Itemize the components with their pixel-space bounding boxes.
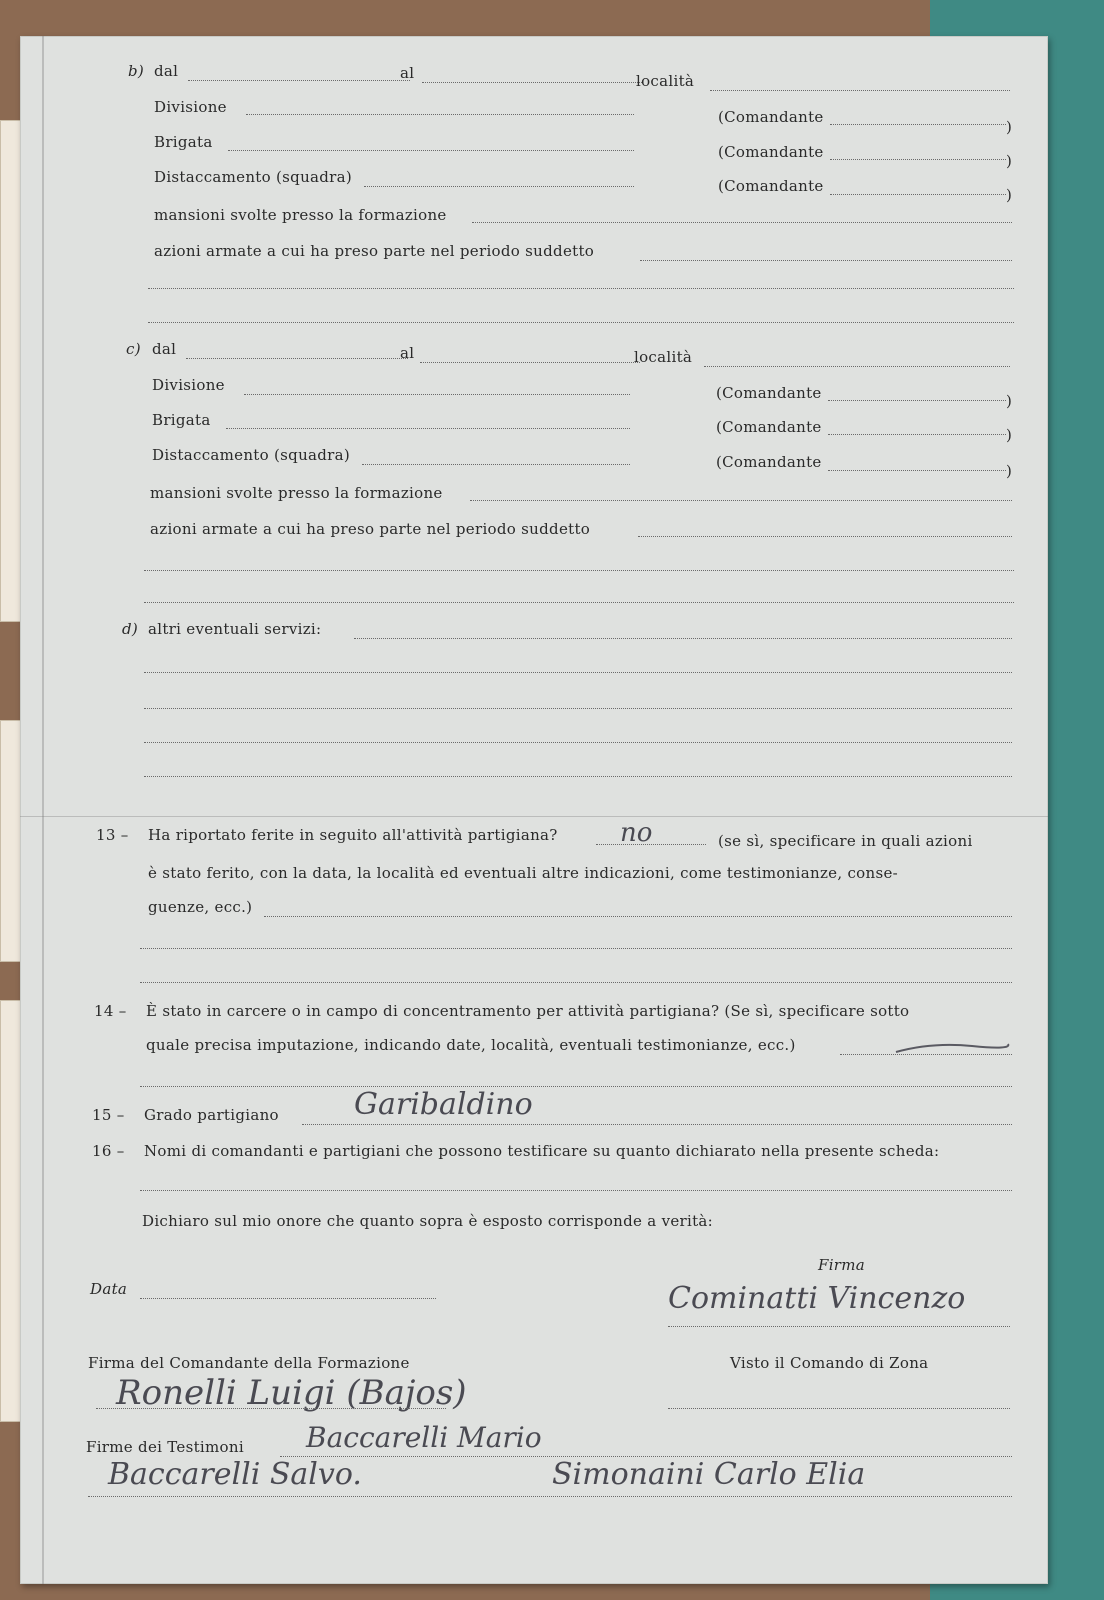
comandante-field[interactable] [828,470,1006,471]
comandante-label: (Comandante [718,143,824,161]
divisione-label: Divisione [154,98,227,116]
testimoni-label: Firme dei Testimoni [86,1438,244,1456]
folder-tab [0,720,22,962]
handwritten-answer: no [620,818,653,848]
comandante-field[interactable] [830,124,1006,125]
signature: Simonaini Carlo Elia [552,1457,866,1492]
dal-field[interactable] [186,358,408,359]
al-field[interactable] [420,362,640,363]
blank-line[interactable] [144,708,1012,709]
question-text: Ha riportato ferite in seguito all'attività partigiana? [148,826,558,844]
visto-comando-label: Visto il Comando di Zona [730,1354,929,1372]
paren-close: ) [1006,186,1012,204]
question-text: è stato ferito, con la data, la località ed eventuali altre indicazioni, come testimonianze, conse- [148,864,898,882]
localita-field[interactable] [704,366,1010,367]
altri-servizi-field[interactable] [354,638,1012,639]
azioni-label: azioni armate a cui ha preso parte nel periodo suddetto [154,242,595,260]
answer-field[interactable] [264,916,1012,917]
signature: Ronelli Luigi (Bajos) [116,1373,467,1413]
firma-field[interactable] [668,1326,1010,1327]
blank-line[interactable] [144,672,1012,673]
grado-label: Grado partigiano [144,1106,279,1124]
blank-line[interactable] [144,742,1012,743]
blank-line[interactable] [148,288,1014,289]
distaccamento-field[interactable] [364,186,634,187]
question-number: 13 – [96,826,129,844]
declaration-text: Dichiaro sul mio onore che quanto sopra è esposto corrisponde a verità: [142,1212,714,1230]
form-sheet [20,36,1048,1584]
dal-label: dal [152,340,177,358]
brigata-label: Brigata [152,411,211,429]
question-text: quale precisa imputazione, indicando date, località, eventuali testimonianze, ecc.) [146,1036,796,1054]
data-label: Data [90,1280,128,1298]
question-number: 15 – [92,1106,125,1124]
al-label: al [400,344,415,362]
divisione-field[interactable] [244,394,630,395]
section-label: b) [128,62,145,80]
paren-close: ) [1006,152,1012,170]
blank-line[interactable] [140,948,1012,949]
dal-field[interactable] [188,80,410,81]
comandante-field[interactable] [828,400,1006,401]
visto-field[interactable] [668,1408,1010,1409]
fold-line [20,816,1048,817]
blank-line[interactable] [144,602,1014,603]
paren-close: ) [1006,392,1012,410]
divisione-label: Divisione [152,376,225,394]
comandante-signature-field[interactable] [96,1408,446,1409]
blank-line[interactable] [144,776,1012,777]
folder-tab [0,1000,22,1422]
distaccamento-label: Distaccamento (squadra) [154,168,353,186]
blank-line[interactable] [140,982,1012,983]
comandante-label: (Comandante [716,418,822,436]
comandante-label: (Comandante [718,177,824,195]
question-text: È stato in carcere o in campo di concentramento per attività partigiana? (Se sì, specificare sotto [146,1002,910,1020]
paren-close: ) [1006,462,1012,480]
altri-servizi-label: altri eventuali servizi: [148,620,322,638]
section-label: c) [126,340,141,358]
azioni-field[interactable] [640,260,1012,261]
comandante-field[interactable] [830,194,1006,195]
azioni-field[interactable] [638,536,1012,537]
divisione-field[interactable] [246,114,634,115]
blank-line[interactable] [148,322,1014,323]
signature: Baccarelli Salvo. [108,1457,362,1492]
signature: Baccarelli Mario [306,1421,542,1454]
section-label: d) [122,620,139,638]
distaccamento-field[interactable] [362,464,630,465]
question-text: guenze, ecc.) [148,898,253,916]
data-field[interactable] [140,1298,436,1299]
comandante-field[interactable] [830,159,1006,160]
al-label: al [400,64,415,82]
firma-label: Firma [818,1256,866,1274]
folder-tab [0,120,22,622]
al-field[interactable] [422,82,642,83]
localita-label: località [636,72,695,90]
firma-comandante-label: Firma del Comandante della Formazione [88,1354,410,1372]
handwritten-answer: Garibaldino [354,1087,533,1122]
brigata-label: Brigata [154,133,213,151]
localita-label: località [634,348,693,366]
comandante-label: (Comandante [716,453,822,471]
comandante-label: (Comandante [718,108,824,126]
question-text: (se sì, specificare in quali azioni [718,832,973,850]
fold-line [42,36,44,1584]
comandante-label: (Comandante [716,384,822,402]
pen-stroke [892,1036,1012,1060]
brigata-field[interactable] [228,150,634,151]
mansioni-label: mansioni svolte presso la formazione [154,206,447,224]
mansioni-field[interactable] [472,222,1012,223]
brigata-field[interactable] [226,428,630,429]
grado-field[interactable] [302,1124,1012,1125]
question-number: 14 – [94,1002,127,1020]
distaccamento-label: Distaccamento (squadra) [152,446,351,464]
paren-close: ) [1006,426,1012,444]
mansioni-label: mansioni svolte presso la formazione [150,484,443,502]
paren-close: ) [1006,118,1012,136]
question-text: Nomi di comandanti e partigiani che possono testificare su quanto dichiarato nella presente scheda: [144,1142,940,1160]
localita-field[interactable] [710,90,1010,91]
question-number: 16 – [92,1142,125,1160]
testimoni-field[interactable] [88,1496,1012,1497]
blank-line[interactable] [144,570,1014,571]
azioni-label: azioni armate a cui ha preso parte nel periodo suddetto [150,520,591,538]
dal-label: dal [154,62,179,80]
blank-line[interactable] [140,1086,1012,1087]
signature: Cominatti Vincenzo [668,1281,966,1316]
blank-line[interactable] [140,1190,1012,1191]
mansioni-field[interactable] [470,500,1012,501]
comandante-field[interactable] [828,434,1006,435]
